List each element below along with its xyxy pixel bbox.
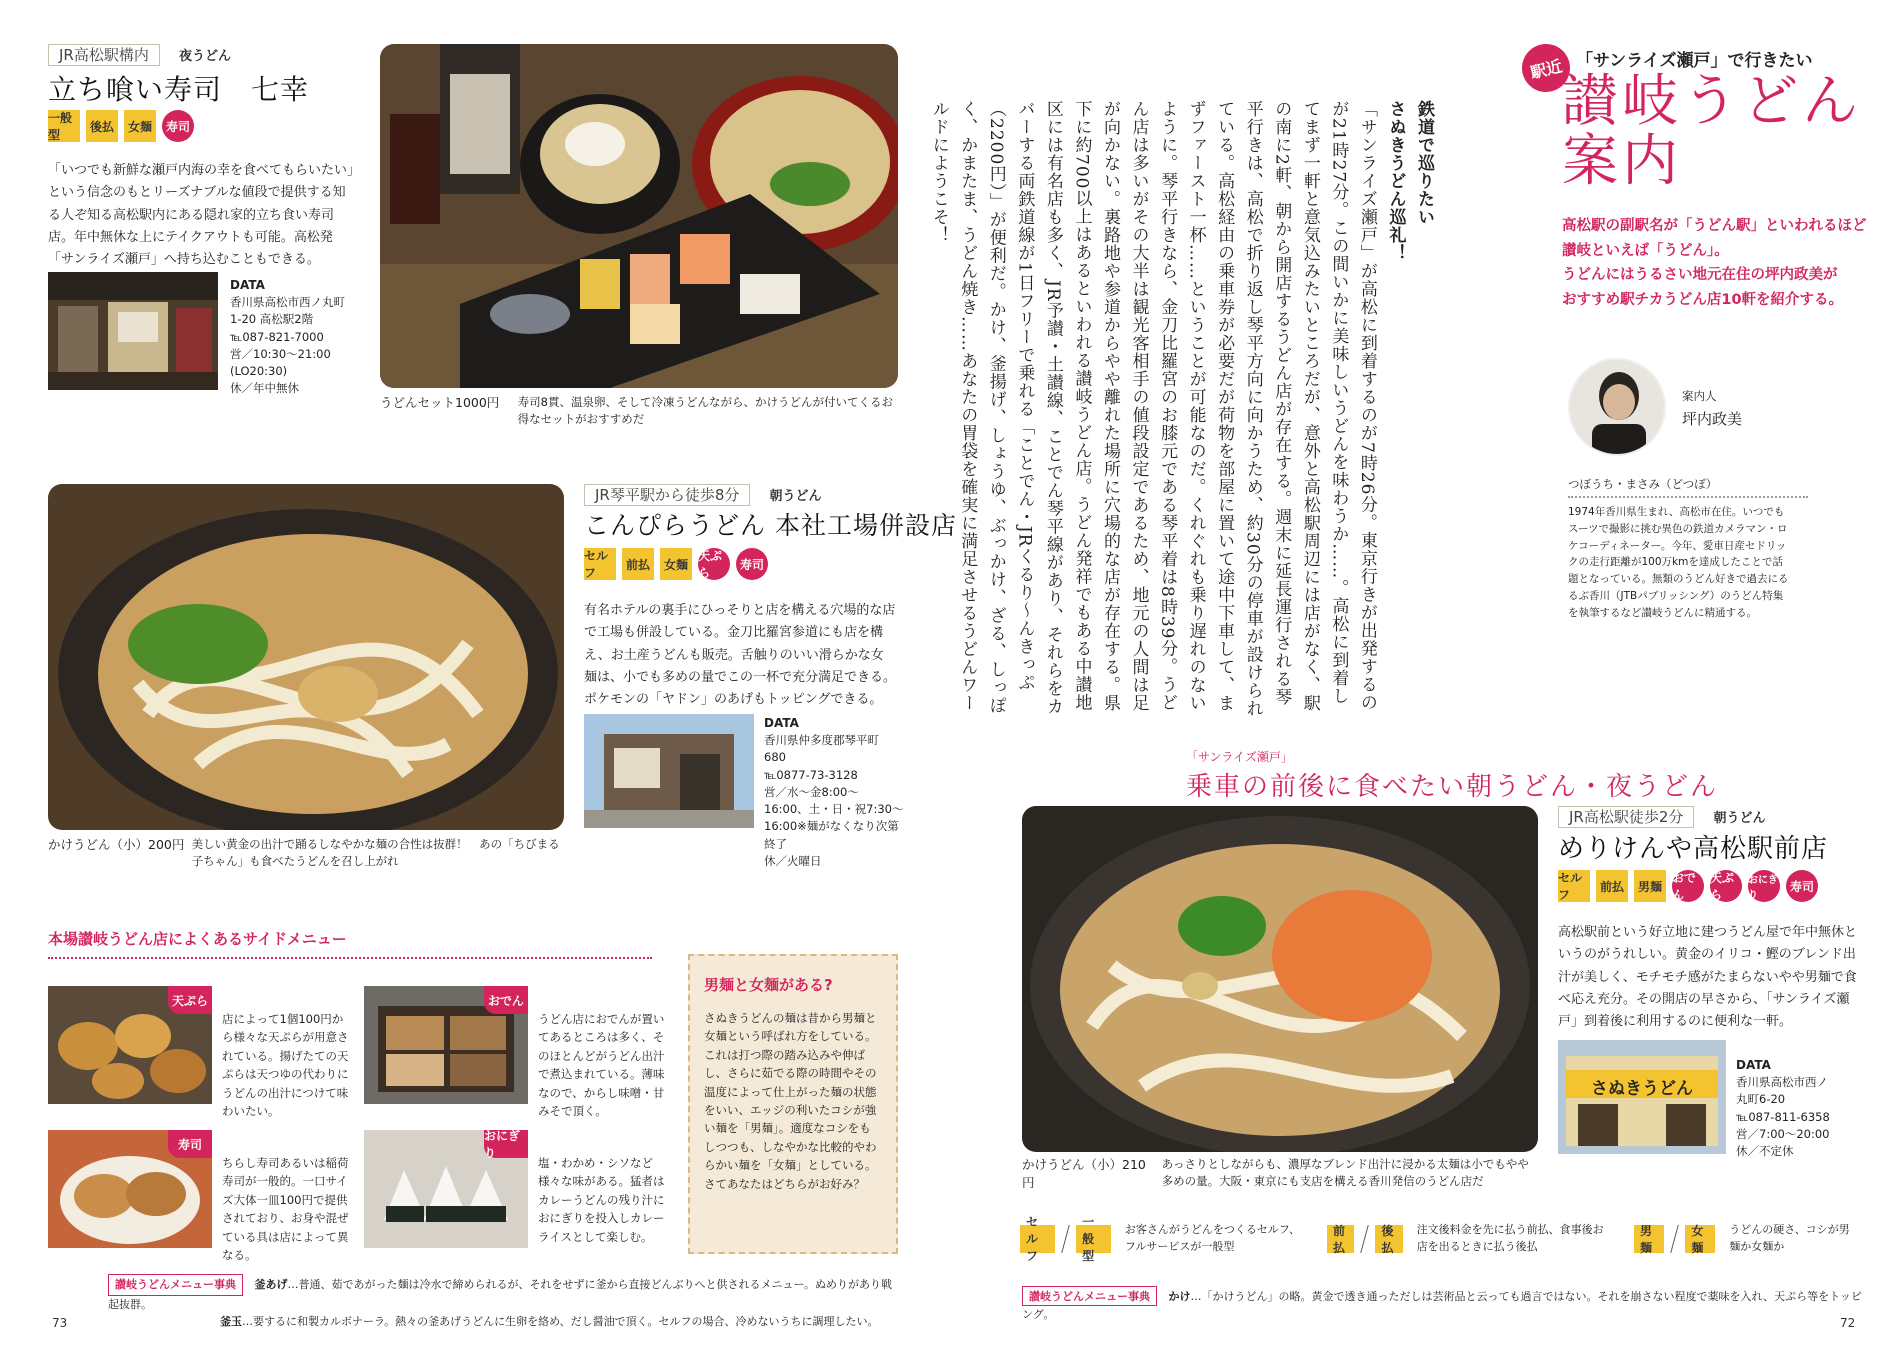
side-menu-heading-row xyxy=(48,928,652,959)
tag-legend xyxy=(1020,1215,1860,1263)
shop1-time-tag: 夜うどん xyxy=(178,49,231,64)
shop2-data-line: 営／水〜金8:00〜 xyxy=(764,784,859,799)
shop2-caption-text: 美しい黄金の出汁で踊るしなやかな麺の合性は抜群！ あの「ちびまる子ちゃん」も食べたうどんを召し上がれ xyxy=(191,837,560,868)
shop1-data-line: (LO20:30) xyxy=(230,364,288,378)
tag-sushi: 寿司 xyxy=(162,110,194,142)
tag-onigiri: おにぎり xyxy=(1748,870,1780,902)
legend-tag-maebarai: 前払 xyxy=(1327,1225,1354,1253)
shop3-photo-caption xyxy=(1022,1156,1542,1192)
tag-ippan: 一般型 xyxy=(48,110,80,142)
shop3-station-label: JR高松駅徒歩2分 xyxy=(1558,806,1694,828)
vertical-heading-1: 鉄道で巡りたい xyxy=(1414,100,1434,226)
right-footnote-label: 讃岐うどんメニュー事典 xyxy=(1022,1286,1157,1306)
legend-slash xyxy=(1061,1225,1070,1253)
feature-lead xyxy=(1562,214,1867,313)
tag-tempura: 天ぷら xyxy=(698,548,730,580)
shop3-header xyxy=(1558,806,1766,828)
shop3-data-line: 営／7:00〜20:00 xyxy=(1736,1126,1830,1141)
shop1-caption-text: 寿司8貫、温泉卵、そして冷凍うどんながら、かけうどんが付いてくるお得なセットがおすすめだ xyxy=(517,395,893,426)
shop3-sign-text: さぬきうどん xyxy=(1591,1079,1693,1099)
legend-text: お客さんがうどんをつくるセルフ、フルサービスが一般型 xyxy=(1124,1223,1300,1253)
side-menu-heading: 本場讃岐うどん店によくあるサイドメニュー xyxy=(48,930,347,948)
left-footnote-line2: …要するに和製カルボナーラ。熱々の釜あげうどんに生卵を絡め、だし醤油で頂く。セルフの場合、冷めないうちに調理したい。 xyxy=(242,1315,879,1329)
tag-maebarai: 前払 xyxy=(1596,870,1628,902)
shop1-data-line: 休／年中無休 xyxy=(230,381,299,396)
vertical-body: 「サンライズ瀬戸」が高松に到着するのが7時26分。東京行きが出発するのが21時27分。この間いかに美味しいうどんを味わうか……。高松に到着してまず一軒と意気込みたいところだが、意外と高松駅周辺には店がなく、駅の南に2軒、朝から開店するうどん店が存在する。週末に延長運行される琴平行きは、高松で折り返し琴平方向に向かうため、約30分の停車が設けられている。高松経由の乗車券が必要だが荷物を部屋に置いて途中下車して、まずファースト一杯……ということが可能なのだ。くれぐれも乗り遅れのないように。琴平行きなら、金刀比羅宮のお膝元である琴平着は8時39分。うどん店は多いがその大半は観光客相手の値段設定であるため、地元の人間は足が向かない。裏路地や参道からやや離れた場所に穴場的な店が存在する。県下に約700以上はあるといわれる讃岐うどん店。うどん発祥でもある中讃地区には有名店も多く、JR予讃・土讃線、ことでん琴平線があり、それらをカバーする両鉄道線が1日フリーで乗れる「ことでん・JRくるり〜んきっぷ（2200円）」が便利だ。かけ、釜揚げ、しょうゆ、ぶっかけ、ざる、しっぽく、かまたま、うどん焼き……あなたの胃袋を確実に満足させるうどんワールドにようこそ！ xyxy=(928,100,1377,718)
shop3-data xyxy=(1736,1056,1830,1160)
left-footnote-line1: …普通、茹であがった麺は冷水で締められるが、それをせずに釜から直接どんぶりへと供されるメニュー。ぬめりがあり戦起抜群。 xyxy=(108,1278,893,1311)
shop2-data-line: 休／火曜日 xyxy=(764,853,822,868)
legend-payment xyxy=(1327,1222,1612,1255)
shop2-storefront-photo xyxy=(584,714,754,828)
feature-lead-line: 高松駅の副駅名が「うどん駅」といわれるほど xyxy=(1562,218,1867,234)
shop2-station-label: JR琴平駅から徒歩8分 xyxy=(584,484,750,506)
shop1-description: 「いつでも新鮮な瀬戸内海の幸を食べてもらいたい」という信念のもとリーズナブルな値段で提供する知る人ぞ知る高松駅内にある隠れ家的立ち食い寿司店。年中無休な上にテイクアウトも可能。高松発「サンライズ瀬戸」へ持ち込むこともできる。 xyxy=(48,163,354,268)
shop1-storefront-photo xyxy=(48,272,218,390)
right-footnote-term: かけ xyxy=(1168,1290,1191,1303)
tag-tempura: 天ぷら xyxy=(1710,870,1742,902)
shop2-tags xyxy=(584,548,768,580)
shop1-caption-price: うどんセット1000円 xyxy=(380,395,500,410)
feature-title-line1: 讃岐うどん xyxy=(1562,69,1862,134)
section-small-title: 「サンライズ瀬戸」 xyxy=(1186,750,1293,764)
shop2-caption-price: かけうどん（小）200円 xyxy=(48,837,185,852)
feature-lead-line: おすすめ駅チカうどん店10軒を紹介する。 xyxy=(1562,291,1844,308)
side-tempura-text: 店によって1個100円から様々な天ぷらが用意されている。揚げたての天ぷらは天つゆの代わりにうどんの出汁につけて味わいたい。 xyxy=(222,1012,349,1118)
shop1-data-line: 営／10:30〜21:00 xyxy=(230,346,331,361)
shop3-caption-price: かけうどん（小）210円 xyxy=(1022,1157,1146,1191)
men-column-text: さぬきうどんの麺は昔から男麺と女麺という呼ばれ方をしている。これは打つ際の踏み込みや伸ばし、さらに茹でる際の時間やその温度によって仕上がった麺の状態をいい、エッジの利いたコシが強い麺を「男麺」。適度なコシをもしつつも、しなやかな比較的やわらかい麺を「女麺」としている。さてあなたはどちらがお好み？ xyxy=(704,1011,877,1191)
side-menu-divider xyxy=(48,957,652,959)
guide-avatar xyxy=(1568,358,1666,456)
guide-bio: 1974年香川県生まれ、高松市在住。いつでもスーツで撮影に挑む異色の鉄道カメラマン・ロケコーディネーター。今年、愛車日産セドリックの走行距離が100万kmを達成したことで話題となっている。無類のうどん好きで過去にるるぶ香川（JTBパブリッシング）のうどん特集を執筆するなど讃岐うどんに精通する。 xyxy=(1568,506,1789,619)
shop1-tags xyxy=(48,110,194,142)
shop2-data-line: 香川県仲多度郡琴平町 xyxy=(764,733,879,747)
legend-tag-otokomen: 男麺 xyxy=(1634,1225,1664,1253)
shop2-data-line: 16:00、土・日・祝7:30〜 xyxy=(764,802,904,816)
guide-role: 案内人 xyxy=(1682,389,1717,403)
shop3-data-line: 香川県高松市西ノ xyxy=(1736,1075,1828,1089)
shop2-description: 有名ホテルの裏手にひっそりと店を構える穴場的な店で工場も併設している。金刀比羅宮参道にも店を構え、お土産うどんも販売。舌触りのいい滑らかな女麺は、小でも多めの量でこの一杯で充分満足できる。ポケモンの「ヤドン」のあげもトッピングできる。 xyxy=(584,603,897,708)
shop2-data-line: 16:00※麺がなくなり次第 xyxy=(764,819,899,834)
side-badge-tempura: 天ぷら xyxy=(168,986,212,1014)
shop2-time-tag: 朝うどん xyxy=(769,489,822,504)
shop3-kake-udon-photo xyxy=(1022,806,1538,1152)
vertical-article xyxy=(928,100,1438,720)
section-title: 乗車の前後に食べたい朝うどん・夜うどん xyxy=(1186,772,1719,802)
side-oden-text: うどん店におでんが置いてあるところは多く、そのほとんどがうどん出汁で煮込まれている。薄味なので、からし味噌・甘みそで頂く。 xyxy=(538,1012,665,1118)
tag-atobarai: 後払 xyxy=(86,110,118,142)
men-column-box xyxy=(688,954,898,1254)
shop1-data xyxy=(230,276,345,398)
shop3-storefront-photo xyxy=(1558,1040,1726,1154)
feature-title-line2: 案内 xyxy=(1562,129,1682,195)
feature-pretitle: 「サンライズ瀬戸」で行きたい xyxy=(1576,51,1813,71)
shop1-name: 立ち喰い寿司 七幸 xyxy=(48,73,310,106)
right-footnote-text: …「かけうどん」の略。黄金で透き通っただしは芸術品と云っても過言ではない。それを崩さない程度で薬味を入れ、天ぷら等をトッピング。 xyxy=(1022,1290,1862,1321)
tag-otokomen: 男麺 xyxy=(1634,870,1666,902)
shop2-data-line: 680 xyxy=(764,750,786,765)
feature-title xyxy=(1562,69,1862,195)
guide-reading: つぼうち・まさみ（どつぼ） xyxy=(1568,477,1718,491)
shop1-data-line: 香川県高松市西ノ丸町 xyxy=(230,295,345,309)
shop1-data-line: 1-20 高松駅2階 xyxy=(230,312,314,327)
legend-tag-self: セルフ xyxy=(1020,1225,1055,1253)
tag-self: セルフ xyxy=(584,548,616,580)
eki-chika-badge: 駅近 xyxy=(1517,39,1575,97)
side-onigiri-text: 塩・わかめ・シソなど様々な味がある。猛者はカレーうどんの残り汁におにぎりを投入しカレーライスとして楽しむ。 xyxy=(538,1156,665,1244)
left-page-number: 73 xyxy=(52,1316,68,1330)
tag-maebarai: 前払 xyxy=(622,548,654,580)
left-footnote xyxy=(108,1274,898,1331)
legend-slash xyxy=(1670,1225,1679,1253)
tag-onnamen: 女麺 xyxy=(124,110,156,142)
shop3-caption-text: あっさりとしながらも、濃厚なブレンド出汁に浸かる太麺は小でもやや多めの量。大阪・東京にも支店を構える香川発信のうどん店だ xyxy=(1161,1157,1529,1188)
tag-self: セルフ xyxy=(1558,870,1590,902)
tag-sushi: 寿司 xyxy=(736,548,768,580)
side-badge-onigiri: おにぎり xyxy=(484,1130,528,1158)
shop2-data-title: DATA xyxy=(764,716,799,730)
shop2-header xyxy=(584,484,822,506)
shop2-kake-udon-photo xyxy=(48,484,564,830)
shop3-time-tag: 朝うどん xyxy=(1713,811,1766,826)
feature-lead-line: 讃岐といえば「うどん」。 xyxy=(1562,242,1729,259)
legend-tag-atobarai: 後払 xyxy=(1375,1225,1402,1253)
shop1-photo-caption xyxy=(380,394,900,427)
shop3-data-title: DATA xyxy=(1736,1058,1771,1072)
legend-slash xyxy=(1360,1225,1369,1253)
shop2-photo-caption xyxy=(48,836,568,869)
tag-onnamen: 女麺 xyxy=(660,548,692,580)
right-footnote xyxy=(1022,1286,1862,1322)
left-footnote-label: 讃岐うどんメニュー事典 xyxy=(108,1274,243,1296)
side-badge-oden: おでん xyxy=(484,986,528,1014)
right-page-number: 72 xyxy=(1840,1316,1856,1330)
shop3-name: めりけんや高松駅前店 xyxy=(1558,834,1829,864)
shop2-name: こんぴらうどん 本社工場併設店 xyxy=(584,511,957,540)
shop1-station-label: JR高松駅構内 xyxy=(48,44,160,66)
legend-tag-ippan: 一般型 xyxy=(1076,1225,1111,1253)
shop1-sushi-set-photo xyxy=(380,44,898,388)
side-badge-sushi: 寿司 xyxy=(168,1130,212,1158)
side-sushi-text: ちらし寿司あるいは稲荷寿司が一般的。一口サイズ大体一皿100円で提供されており、お身や混ぜている具は店によって異なる。 xyxy=(222,1156,349,1262)
shop3-description: 高松駅前という好立地に建つうどん屋で年中無休というのがうれしい。黄金のイリコ・鰹のブレンド出汁が美しく、モチモチ感がたまらないやや男麺で食べ応え充分。その開店の早さから、「サンライズ瀬戸」到着後に利用するのに便利な一軒。 xyxy=(1558,925,1858,1030)
vertical-heading-2: さぬきうどん巡礼！ xyxy=(1385,100,1406,262)
shop1-header xyxy=(48,44,231,66)
left-footnote-term2: 釜玉 xyxy=(220,1315,242,1329)
guide-name: 坪内政美 xyxy=(1682,410,1743,428)
left-footnote-term1: 釜あげ xyxy=(254,1278,288,1291)
shop3-tags xyxy=(1558,870,1818,902)
legend-text: うどんの硬さ、コシが男麺か女麺か xyxy=(1729,1223,1850,1253)
feature-lead-line: うどんにはうるさい地元在住の坪内政美が xyxy=(1562,267,1838,284)
legend-noodle-type xyxy=(1634,1222,1860,1255)
shop2-data xyxy=(764,714,903,870)
legend-tag-onnamen: 女麺 xyxy=(1685,1225,1715,1253)
tag-sushi: 寿司 xyxy=(1786,870,1818,902)
tag-oden: おでん xyxy=(1672,870,1704,902)
legend-text: 注文後料金を先に払う前払、食事後お店を出るときに払う後払 xyxy=(1416,1223,1604,1253)
legend-self-ippan xyxy=(1020,1215,1305,1263)
men-column-title: 男麺と女麺がある? xyxy=(704,976,833,994)
shop3-data-line: 丸町6-20 xyxy=(1736,1092,1786,1107)
shop3-data-line: ℡087-811-6358 xyxy=(1736,1109,1830,1124)
shop3-data-line: 休／不定休 xyxy=(1736,1144,1794,1158)
shop2-data-line: ℡0877-73-3128 xyxy=(764,767,858,782)
guide-divider xyxy=(1568,496,1808,498)
shop2-data-line: 終了 xyxy=(764,836,787,851)
shop1-data-title: DATA xyxy=(230,278,265,292)
shop1-data-line: ℡087-821-7000 xyxy=(230,329,324,344)
